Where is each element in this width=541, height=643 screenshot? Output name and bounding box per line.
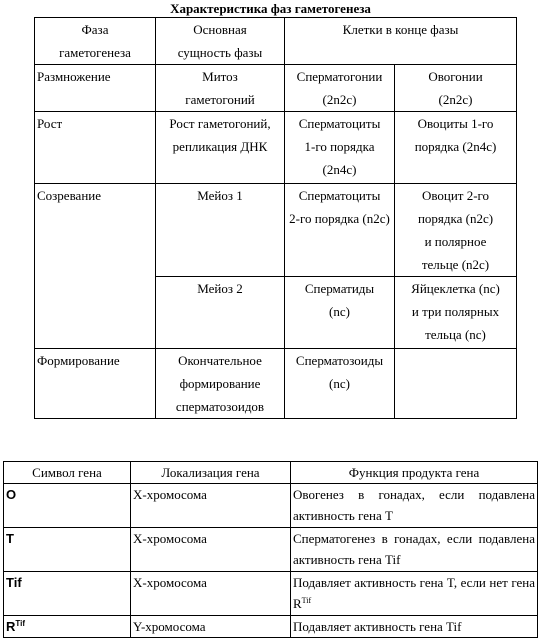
cell-essence: Мейоз 1 bbox=[156, 184, 285, 277]
header-phase: Фаза гаметогенеза bbox=[35, 18, 156, 65]
cell-female-cells: Овогонии (2n2c) bbox=[395, 65, 517, 112]
cell-gene-symbol: T bbox=[4, 528, 131, 572]
cell-female-cells: Овоцит 2-го порядка (n2c) и полярное тельце (n2c) bbox=[395, 184, 517, 277]
cell-gene-function: Сперматогенез в гонадах, если подавлена активность гена Tif bbox=[291, 528, 538, 572]
cell-female-cells: Овоциты 1-го порядка (2n4c) bbox=[395, 112, 517, 184]
page-title: Характеристика фаз гаметогенеза bbox=[170, 1, 371, 16]
cell-gene-location: Y-хромосома bbox=[131, 616, 291, 638]
cell-essence: Рост гаметогоний, репликация ДНК bbox=[156, 112, 285, 184]
header-gene-function: Функция продукта гена bbox=[291, 462, 538, 484]
cell-phase: Рост bbox=[35, 112, 156, 184]
table-row bbox=[4, 528, 538, 572]
gene-superscript: Tif bbox=[15, 619, 26, 628]
table-row bbox=[35, 65, 517, 112]
cell-male-cells: Сперматогонии (2n2c) bbox=[285, 65, 395, 112]
cell-gene-function: Подавляет активность гена Tif bbox=[291, 616, 538, 638]
gametogenesis-table bbox=[34, 17, 517, 419]
table-row bbox=[4, 484, 538, 528]
cell-male-cells: Сперматиды (nc) bbox=[285, 277, 395, 349]
cell-phase: Созревание bbox=[35, 184, 156, 349]
cell-female-cells bbox=[395, 349, 517, 419]
cell-gene-location: X-хромосома bbox=[131, 572, 291, 616]
table-row bbox=[35, 184, 517, 277]
header-essence: Основная сущность фазы bbox=[156, 18, 285, 65]
table-header-row bbox=[35, 18, 517, 65]
cell-essence: Окончательное формирование сперматозоидов bbox=[156, 349, 285, 419]
cell-essence: Митоз гаметогоний bbox=[156, 65, 285, 112]
table-header-row bbox=[4, 462, 538, 484]
cell-phase: Формирование bbox=[35, 349, 156, 419]
header-gene-location: Локализация гена bbox=[131, 462, 291, 484]
table-row bbox=[35, 349, 517, 419]
cell-gene-location: X-хромосома bbox=[131, 528, 291, 572]
cell-female-cells: Яйцеклетка (nc) и три полярных тельца (nc) bbox=[395, 277, 517, 349]
cell-gene-location: X-хромосома bbox=[131, 484, 291, 528]
gene-superscript: Tif bbox=[301, 596, 312, 605]
header-gene-symbol: Символ гена bbox=[4, 462, 131, 484]
cell-male-cells: Сперматозоиды (nc) bbox=[285, 349, 395, 419]
cell-gene-symbol: $R^{Tif}$ bbox=[4, 616, 131, 638]
cell-gene-symbol: Tif bbox=[4, 572, 131, 616]
cell-male-cells: Сперматоциты 1-го порядка (2n4c) bbox=[285, 112, 395, 184]
cell-gene-function: Овогенез в гонадах, если подавлена активность гена T bbox=[291, 484, 538, 528]
cell-gene-symbol: O bbox=[4, 484, 131, 528]
table-row bbox=[35, 112, 517, 184]
table-row bbox=[4, 616, 538, 638]
cell-gene-function: Подавляет активность гена T, если нет гена $R^{Tif}$ bbox=[291, 572, 538, 616]
table-row bbox=[4, 572, 538, 616]
cell-essence: Мейоз 2 bbox=[156, 277, 285, 349]
cell-phase: Размножение bbox=[35, 65, 156, 112]
gene-table bbox=[3, 461, 538, 638]
header-cells: Клетки в конце фазы bbox=[285, 18, 517, 65]
cell-male-cells: Сперматоциты 2-го порядка (n2c) bbox=[285, 184, 395, 277]
